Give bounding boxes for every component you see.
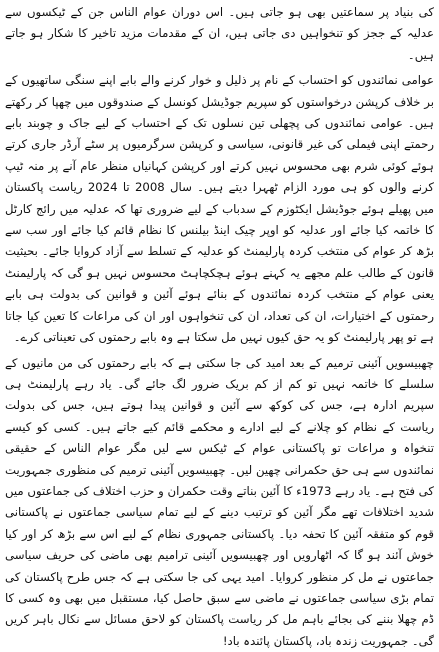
article-paragraph-2: عوامی نمائندوں کو احتساب کے نام پر ذلیل و خوار کرنے والے بابے اپنے سنگی ساتھیوں کے بر خلاف کرپشن درخواستوں کو سپریم جوڈیشل کونسل کے صندوقوں میں چھپا کر رکھتے ہیں۔ عوامی نمائندوں کی پچھلی تین نسلوں تک کے احتساب کے لیے جاک و چوبند بابے رحمتے اپنی فیملی کی غیر قانونی، سیاسی و کرپشن سرگرمیوں پر سٹے آرڈر جاری کرتے ہوئے کوئی شرم بھی محسوس نہیں کرتے اور کرپشن کہانیاں منظر عام آنے پر منہ ٹیپ کرنے والوں کو ہی مورد الزام ٹھہرا دیتے ہیں۔ سال 2008 تا 2024 ریاست پاکستان میں پھیلے ہوئے جوڈیشل ایکٹوزم کے سدباب کے لیے ضروری تھا کہ عدلیہ میں رائج کارٹل کا خاتمہ کیا جائے اور عدلیہ کو اوپر چیک اینڈ بیلنس کا نظام قائم کیا جائے اور سب سے بڑھ کر عوام کی منتخب کردہ پارلیمنٹ کو عدلیہ کے تسلط سے آزاد کروایا جائے۔ بحیثیت قانون کے طالب علم مجھے یہ کہنے ہوئے ہچکچاہٹ محسوس نہیں ہو گی کہ پارلیمنٹ یعنی عوام کے منتخب کردہ نمائندوں کے بنائے ہوئے آئین و قوانین کی بدولت ہی بابے رحمتوں کے اختیارات، ان کی تعداد، ان کی تنخواہوں اور ان کی مراعات کا تعین کیا جاتا ہے تو پھر پارلیمنٹ کو یہ حق کیوں نہیں مل سکتا ہے وہ بابے رحمتوں کی تعیناتی کرے۔ <box>5 70 434 348</box>
article-paragraph-3: چھبیسویں آئینی ترمیم کے بعد امید کی جا سکتی ہے کہ بابے رحمتوں کی من مانیوں کے سلسلے کا خاتمہ نہیں تو کم از کم بریک ضرور لگ جائے گی۔ یاد رہے پارلیمنٹ ہی سپریم ادارہ ہے، جس کی کوکھ سے آئین و قوانین پیدا ہوتے ہیں، جس کی بدولت ریاست کے نظام کو چلانے کے لیے ادارے و محکمے قائم کیے جاتے ہیں۔ کسی کو کیسے تنخواہ و مراعات تو پاکستانی عوام کے ٹیکس سے لیں مگر عوام الناس کے حقیقی نمائندوں سے ہی حق حکمرانی چھین لیں۔ چھبیسویں آئینی ترمیم کی منظوری جمہوریت کی فتح ہے۔ یاد رہے 1973ء کا آئین بناتے وقت حکمران و حزب اختلاف کی جماعتوں میں شدید اختلافات تھے مگر آئین کو ترتیب دینے کے لیے تمام سیاسی جماعتوں نے پاکستانی قوم کو متفقہ آئین کا تحفہ دیا۔ پاکستانی جمہوری نظام کے لیے اس سے بڑھ کر اور کیا خوش آئند ہو گا کہ اٹھارویں اور چھبیسویں آئینی ترامیم بھی ماضی کی حریف سیاسی جماعتوں نے مل کر منظور کروایا۔ امید یہی کی جا سکتی ہے کہ جس طرح پاکستان کی تمام بڑی سیاسی جماعتوں نے ماضی سے سبق حاصل کیا، مستقبل میں بھی وہ کسی کا ڈم چھلا بننے کی بجائے باہم مل کر ریاست پاکستان کو لاحق مسائل سے نکال باہر کریں گی۔ جمہوریت زندہ باد، پاکستان پائندہ باد! <box>5 353 434 652</box>
article-paragraph-1: کی بنیاد پر سماعتیں بھی ہو جاتی ہیں۔ اس دوران عوام الناس جن کے ٹیکسوں سے عدلیہ کے ججز کو تنخواہیں دی جاتی ہیں، ان کے مقدمات مزید تاخیر کا شکار ہو جاتے ہیں۔ <box>5 2 434 66</box>
